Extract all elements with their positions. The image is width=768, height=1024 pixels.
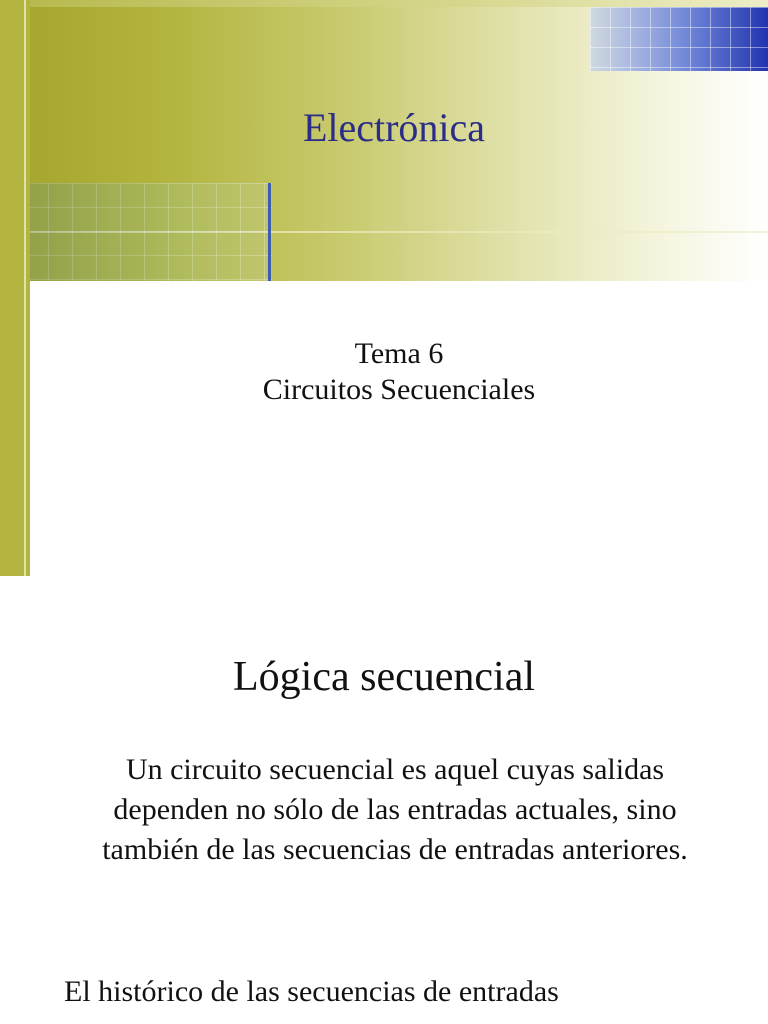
subtitle-line-2: Circuitos Secuenciales (262, 373, 536, 406)
blue-grid-decoration (590, 7, 768, 71)
top-stripe (0, 0, 768, 7)
subtitle-line-1: Tema 6 (354, 337, 444, 370)
slide-title-text: Electrónica (302, 105, 486, 150)
slide-subtitle (30, 336, 768, 408)
content-heading: Lógica secuencial (233, 654, 535, 700)
grid-edge-line (268, 183, 271, 281)
content-paragraph: Un circuito secuencial es aquel cuyas salidas dependen no sólo de las entradas actuales, sino también de las secuencias de entradas anteriores. (102, 753, 688, 866)
content-paragraph-2: El histórico de las secuencias de entradas (64, 975, 559, 1008)
left-accent-line (24, 0, 26, 576)
slide-content (0, 576, 768, 1024)
green-grid-decoration (0, 183, 272, 281)
